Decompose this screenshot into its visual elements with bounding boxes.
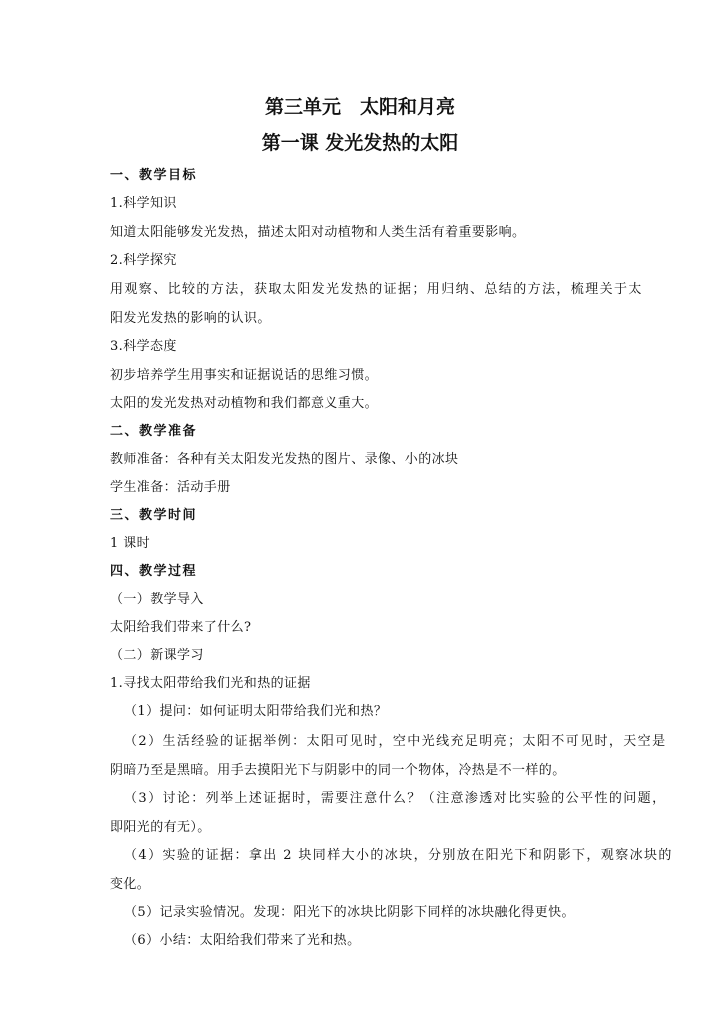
topic-1: 1.寻找太阳带给我们光和热的证据 (110, 676, 311, 691)
new-lesson-label: （二）新课学习 (110, 648, 204, 663)
inquiry-text-2: 阳发光发热的影响的认识。 (110, 311, 271, 326)
lesson-title: 第一课 发光发热的太阳 (261, 132, 459, 154)
step-2a: （2）生活经验的证据举例：太阳可见时，空中光线充足明亮；太阳不可见时，天空是 (124, 734, 667, 749)
time-heading: 三、教学时间 (110, 508, 198, 523)
attitude-label: 3.科学态度 (110, 339, 177, 354)
step-2b: 阴暗乃至是黑暗。用手去摸阳光下与阴影中的同一个物体，冷热是不一样的。 (110, 763, 566, 778)
step-6: （6）小结：太阳给我们带来了光和热。 (124, 933, 361, 948)
attitude-text-2: 太阳的发光发热对动植物和我们都意义重大。 (110, 396, 379, 411)
inquiry-text-1: 用观察、比较的方法，获取太阳发光发热的证据；用归纳、总结的方法，梳理关于太 (110, 282, 643, 297)
time-value: 1 课时 (110, 536, 151, 551)
teacher-preparation: 教师准备：各种有关太阳发光发热的图片、录像、小的冰块 (110, 452, 459, 467)
unit-title: 第三单元 太阳和月亮 (264, 96, 455, 118)
step-1: （1）提问：如何证明太阳带给我们光和热？ (124, 704, 388, 719)
intro-label: （一）教学导入 (110, 592, 204, 607)
inquiry-label: 2.科学探究 (110, 253, 177, 268)
intro-text: 太阳给我们带来了什么? (110, 620, 252, 635)
goals-heading: 一、教学目标 (110, 168, 198, 183)
step-5: （5）记录实验情况。发现：阳光下的冰块比阴影下同样的冰块融化得更快。 (124, 905, 575, 920)
attitude-text-1: 初步培养学生用事实和证据说话的思维习惯。 (110, 368, 379, 383)
knowledge-text: 知道太阳能够发光发热，描述太阳对动植物和人类生活有着重要影响。 (110, 225, 526, 240)
student-preparation: 学生准备：活动手册 (110, 480, 231, 495)
step-3b: 即阳光的有无）。 (110, 820, 211, 835)
process-heading: 四、教学过程 (110, 564, 198, 579)
step-4a: （4）实验的证据：拿出 2 块同样大小的冰块，分别放在阳光下和阴影下，观察冰块的 (124, 848, 673, 863)
knowledge-label: 1.科学知识 (110, 196, 177, 211)
step-4b: 变化。 (110, 877, 151, 892)
preparation-heading: 二、教学准备 (110, 424, 198, 439)
step-3a: （3）讨论：列举上述证据时，需要注意什么？（注意渗透对比实验的公平性的问题， (124, 791, 667, 806)
